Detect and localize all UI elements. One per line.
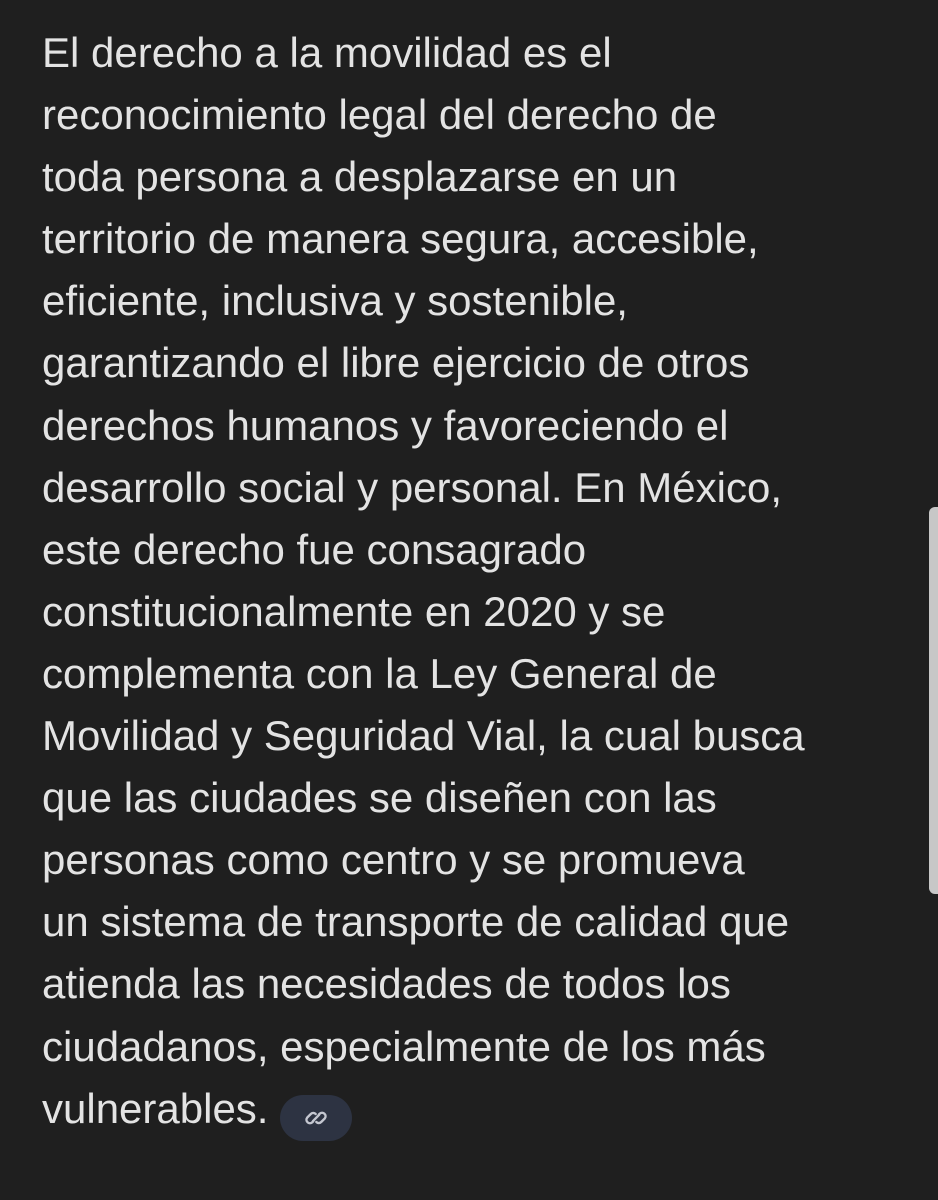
response-line-6: garantizando el libre ejercicio de otros (42, 339, 750, 387)
response-line-2: reconocimiento legal del derecho de (42, 91, 717, 139)
response-line-14: personas como centro y se promueva (42, 836, 745, 884)
response-line-11: complementa con la Ley General de (42, 649, 717, 697)
response-line-16: atienda las necesidades de todos los (42, 960, 731, 1008)
response-line-5: eficiente, inclusiva y sostenible, (42, 277, 628, 325)
response-line-12: Movilidad y Seguridad Vial, la cual busca (42, 712, 805, 760)
response-line-17: ciudadanos, especialmente de los más (42, 1022, 766, 1070)
response-line-18: vulnerables. (42, 1084, 269, 1132)
response-line-15: un sistema de transporte de calidad que (42, 898, 790, 946)
response-line-13: que las ciudades se diseñen con las (42, 774, 717, 822)
response-line-1: El derecho a la movilidad es el (42, 29, 612, 76)
response-line-4: territorio de manera segura, accesible, (42, 215, 759, 263)
response-line-9: este derecho fue consagrado (42, 525, 587, 573)
response-line-3: toda persona a desplazarse en un (42, 153, 678, 201)
scrollbar-handle[interactable] (929, 507, 938, 894)
source-link-chip[interactable] (280, 1095, 352, 1141)
response-line-18-container (42, 1078, 894, 1141)
response-line-8: desarrollo social y personal. En México, (42, 463, 783, 511)
response-line-7: derechos humanos y favoreciendo el (42, 401, 729, 449)
response-line-10: constitucionalmente en 2020 y se (42, 587, 666, 635)
response-paragraph (42, 22, 894, 1141)
link-icon (303, 1105, 329, 1131)
